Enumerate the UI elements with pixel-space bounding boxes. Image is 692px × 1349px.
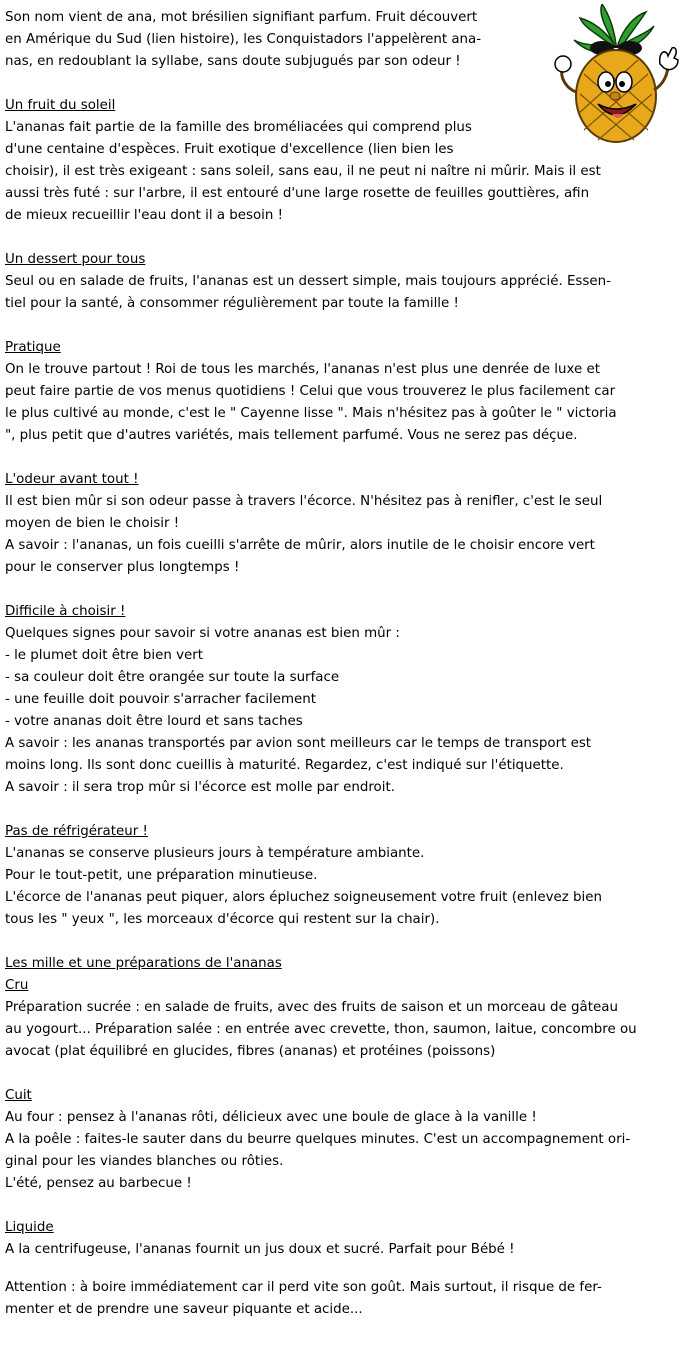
paragraph-line: ", plus petit que d'autres variétés, mais tellement parfumé. Vous ne serez pas déçue. bbox=[5, 428, 578, 443]
paragraph-line: tous les " yeux ", les morceaux d'écorce qui restent sur la chair). bbox=[5, 912, 440, 927]
paragraph-line: A la poêle : faites-le sauter dans du beurre quelques minutes. C'est un accompagnement ori- bbox=[5, 1132, 631, 1147]
attention-line: Attention : à boire immédiatement car il perd vite son goût. Mais surtout, il risque de fer- bbox=[5, 1280, 602, 1295]
paragraph-line: L'ananas fait partie de la famille des broméliacées qui comprend plus bbox=[5, 120, 472, 135]
paragraph-line: Il est bien mûr si son odeur passe à travers l'écorce. N'hésitez pas à renifler, c'est le seul bbox=[5, 494, 603, 509]
subheading-cru: Cru bbox=[5, 978, 29, 993]
paragraph-line: moins long. Ils sont donc cueillis à maturité. Regardez, c'est indiqué sur l'étiquette. bbox=[5, 758, 564, 773]
paragraph-line: Au four : pensez à l'ananas rôti, délicieux avec une boule de glace à la vanille ! bbox=[5, 1110, 537, 1125]
paragraph-line: choisir), il est très exigeant : sans soleil, sans eau, il ne peut ni naître ni mûrir. Mais il est bbox=[5, 164, 601, 179]
paragraph-line: pour le conserver plus longtemps ! bbox=[5, 560, 240, 575]
paragraph-line: Quelques signes pour savoir si votre ananas est bien mûr : bbox=[5, 626, 400, 641]
paragraph-line: A savoir : les ananas transportés par avion sont meilleurs car le temps de transport est bbox=[5, 736, 592, 751]
list-item: - votre ananas doit être lourd et sans taches bbox=[5, 714, 303, 729]
paragraph-line: Seul ou en salade de fruits, l'ananas est un dessert simple, mais toujours apprécié. Essen- bbox=[5, 274, 611, 289]
intro-line: Son nom vient de ana, mot brésilien signifiant parfum. Fruit découvert bbox=[5, 10, 478, 25]
intro-line: en Amérique du Sud (lien histoire), les Conquistadors l'appelèrent ana- bbox=[5, 32, 482, 47]
paragraph-line: Pour le tout-petit, une préparation minutieuse. bbox=[5, 868, 318, 883]
paragraph-line: moyen de bien le choisir ! bbox=[5, 516, 180, 531]
paragraph-line: peut faire partie de vos menus quotidiens ! Celui que vous trouverez le plus facilement car bbox=[5, 384, 616, 399]
subheading-liquide: Liquide bbox=[5, 1220, 54, 1235]
paragraph-line: On le trouve partout ! Roi de tous les marchés, l'ananas n'est plus une denrée de luxe et bbox=[5, 362, 600, 377]
paragraph-line: L'été, pensez au barbecue ! bbox=[5, 1176, 192, 1191]
paragraph-line: d'une centaine d'espèces. Fruit exotique d'excellence (lien bien les bbox=[5, 142, 454, 157]
paragraph-line: aussi très futé : sur l'arbre, il est entouré d'une large rosette de feuilles gouttières, afin bbox=[5, 186, 590, 201]
paragraph-line: L'ananas se conserve plusieurs jours à température ambiante. bbox=[5, 846, 425, 861]
section-heading-preparations: Les mille et une préparations de l'ananas bbox=[5, 956, 282, 971]
subheading-cuit: Cuit bbox=[5, 1088, 32, 1103]
section-heading-pratique: Pratique bbox=[5, 340, 61, 355]
paragraph-line: le plus cultivé au monde, c'est le " Cayenne lisse ". Mais n'hésitez pas à goûter le " victoria bbox=[5, 406, 617, 421]
section-heading-choisir: Difficile à choisir ! bbox=[5, 604, 126, 619]
section-heading-odeur: L'odeur avant tout ! bbox=[5, 472, 139, 487]
paragraph-line: tiel pour la santé, à consommer régulièrement par toute la famille ! bbox=[5, 296, 459, 311]
paragraph-line: A savoir : il sera trop mûr si l'écorce est molle par endroit. bbox=[5, 780, 395, 795]
paragraph-line: de mieux recueillir l'eau dont il a besoin ! bbox=[5, 208, 284, 223]
attention-line: menter et de prendre une saveur piquante et acide... bbox=[5, 1302, 363, 1317]
section-heading-soleil: Un fruit du soleil bbox=[5, 98, 116, 113]
list-item: - sa couleur doit être orangée sur toute la surface bbox=[5, 670, 340, 685]
intro-line: nas, en redoublant la syllabe, sans doute subjugués par son odeur ! bbox=[5, 54, 461, 69]
paragraph-line: A la centrifugeuse, l'ananas fournit un jus doux et sucré. Parfait pour Bébé ! bbox=[5, 1242, 515, 1257]
paragraph-line: avocat (plat équilibré en glucides, fibres (ananas) et protéines (poissons) bbox=[5, 1044, 496, 1059]
pineapple-mascot-icon bbox=[554, 4, 680, 144]
paragraph-line: ginal pour les viandes blanches ou rôties. bbox=[5, 1154, 284, 1169]
paragraph-line: A savoir : l'ananas, un fois cueilli s'arrête de mûrir, alors inutile de le choisir encore vert bbox=[5, 538, 595, 553]
paragraph-line: Préparation sucrée : en salade de fruits, avec des fruits de saison et un morceau de gâteau bbox=[5, 1000, 618, 1015]
section-heading-refrigerateur: Pas de réfrigérateur ! bbox=[5, 824, 148, 839]
paragraph-line: L'écorce de l'ananas peut piquer, alors épluchez soigneusement votre fruit (enlevez bien bbox=[5, 890, 602, 905]
list-item: - une feuille doit pouvoir s'arracher facilement bbox=[5, 692, 317, 707]
section-heading-dessert: Un dessert pour tous bbox=[5, 252, 146, 267]
paragraph-line: au yogourt... Préparation salée : en entrée avec crevette, thon, saumon, laitue, concombre ou bbox=[5, 1022, 637, 1037]
list-item: - le plumet doit être bien vert bbox=[5, 648, 204, 663]
